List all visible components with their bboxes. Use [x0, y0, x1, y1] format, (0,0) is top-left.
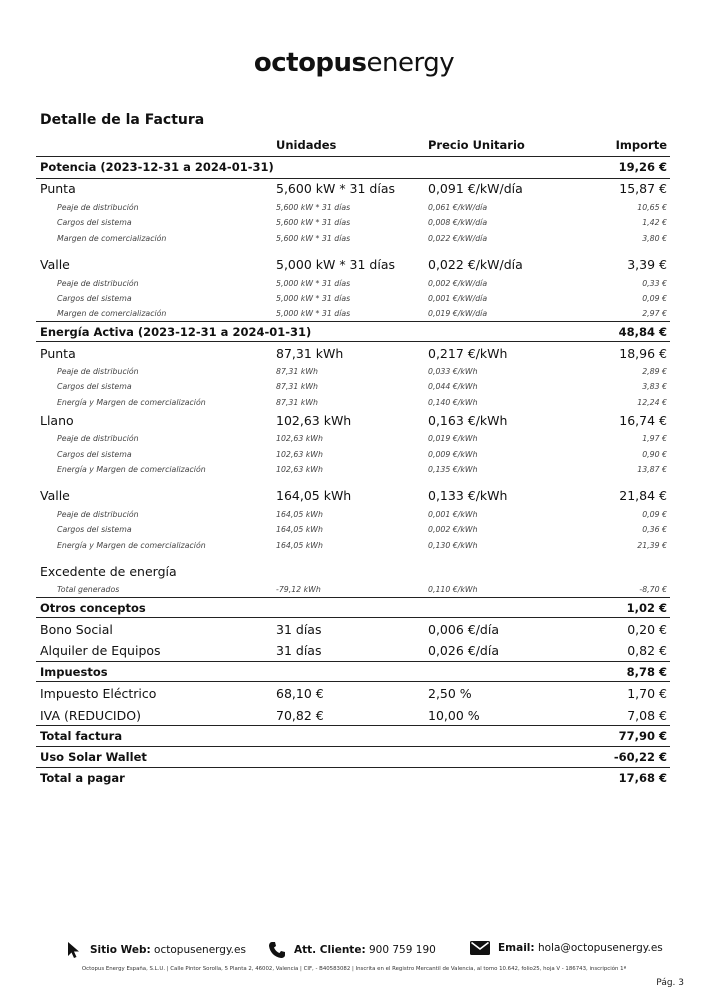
sub-units: 87,31 kWh	[276, 367, 318, 376]
sub-units: 5,000 kW * 31 días	[276, 279, 351, 288]
sub-price: 0,019 €/kW/día	[428, 309, 488, 318]
sub-amount: 10,65 €	[637, 203, 667, 212]
footer-email[interactable]	[470, 941, 663, 955]
sub-units: 5,000 kW * 31 días	[276, 294, 351, 303]
footer-email-label: Email:	[498, 942, 535, 954]
section-total: 8,78 €	[626, 665, 667, 679]
sub-label: Cargos del sistema	[57, 218, 132, 227]
sub-units: 5,600 kW * 31 días	[276, 218, 351, 227]
section-label: Impuestos	[40, 665, 108, 679]
section-total: 19,26 €	[618, 160, 667, 174]
item-units: 87,31 kWh	[276, 346, 344, 361]
item-label: Valle	[40, 488, 70, 503]
sub-label: Cargos del sistema	[57, 525, 132, 534]
sub-label: Margen de comercialización	[57, 234, 167, 243]
sub-amount: 3,83 €	[642, 382, 667, 391]
sub-units: 5,600 kW * 31 días	[276, 234, 351, 243]
sub-units: 87,31 kWh	[276, 398, 318, 407]
item-label: Alquiler de Equipos	[40, 643, 161, 658]
item-price: 2,50 %	[428, 686, 472, 701]
item-amount: 1,70 €	[627, 686, 667, 701]
sub-label: Margen de comercialización	[57, 309, 167, 318]
sub-amount: 0,09 €	[642, 294, 667, 303]
sub-units: 5,600 kW * 31 días	[276, 203, 351, 212]
brand-logo	[0, 48, 708, 78]
item-price: 0,217 €/kWh	[428, 346, 508, 361]
sub-price: 0,135 €/kWh	[428, 465, 478, 474]
sub-amount: 12,24 €	[637, 398, 667, 407]
col-header-importe: Importe	[615, 138, 667, 152]
footer-phone-label: Att. Cliente:	[294, 944, 366, 956]
sub-price: 0,009 €/kWh	[428, 450, 478, 459]
sub-price: 0,008 €/kW/día	[428, 218, 488, 227]
sub-label: Energía y Margen de comercialización	[57, 465, 206, 474]
total-label: Total a pagar	[40, 771, 125, 785]
item-units: 31 días	[276, 622, 322, 637]
sub-units: 102,63 kWh	[276, 465, 323, 474]
item-amount: 18,96 €	[619, 346, 667, 361]
sub-amount: 13,87 €	[637, 465, 667, 474]
section-label: Otros conceptos	[40, 601, 146, 615]
sub-amount: 2,89 €	[642, 367, 667, 376]
divider	[36, 321, 670, 322]
item-amount: 21,84 €	[619, 488, 667, 503]
sub-label: Peaje de distribución	[57, 510, 139, 519]
total-amount: 77,90 €	[618, 729, 667, 743]
divider	[36, 661, 670, 662]
total-label: Uso Solar Wallet	[40, 750, 147, 764]
sub-label: Cargos del sistema	[57, 294, 132, 303]
item-label: Impuesto Eléctrico	[40, 686, 157, 701]
footer-web-value: octopusenergy.es	[154, 944, 246, 956]
sub-price: 0,130 €/kWh	[428, 541, 478, 550]
total-label: Total factura	[40, 729, 123, 743]
sub-amount: 3,80 €	[642, 234, 667, 243]
item-label: Llano	[40, 413, 74, 428]
item-label: Valle	[40, 257, 70, 272]
item-price: 10,00 %	[428, 708, 480, 723]
item-units: 102,63 kWh	[276, 413, 352, 428]
item-price: 0,133 €/kWh	[428, 488, 508, 503]
item-amount: 3,39 €	[627, 257, 667, 272]
divider	[36, 746, 670, 747]
total-amount: 17,68 €	[618, 771, 667, 785]
sub-units: 164,05 kWh	[276, 510, 323, 519]
divider	[36, 341, 670, 342]
envelope-icon	[470, 941, 490, 955]
item-units: 31 días	[276, 643, 322, 658]
footer-web-label: Sitio Web:	[90, 944, 151, 956]
item-price: 0,091 €/kW/día	[428, 181, 523, 196]
sub-amount: -8,70 €	[639, 585, 667, 594]
item-label: Punta	[40, 181, 76, 196]
sub-label: Cargos del sistema	[57, 450, 132, 459]
sub-label: Peaje de distribución	[57, 279, 139, 288]
col-header-unidades: Unidades	[276, 138, 337, 152]
item-units: 70,82 €	[276, 708, 324, 723]
sub-label: Peaje de distribución	[57, 203, 139, 212]
phone-icon	[268, 941, 286, 959]
sub-label: Peaje de distribución	[57, 367, 139, 376]
sub-amount: 0,36 €	[642, 525, 667, 534]
sub-units: 164,05 kWh	[276, 525, 323, 534]
footer-phone-value: 900 759 190	[369, 944, 436, 956]
sub-label: Peaje de distribución	[57, 434, 139, 443]
divider	[36, 617, 670, 618]
sub-price: 0,044 €/kWh	[428, 382, 478, 391]
divider	[36, 178, 670, 179]
sub-price: 0,001 €/kW/día	[428, 294, 488, 303]
sub-price: 0,002 €/kW/día	[428, 279, 488, 288]
sub-units: 102,63 kWh	[276, 434, 323, 443]
section-total: 48,84 €	[618, 325, 667, 339]
divider	[36, 597, 670, 598]
item-amount: 7,08 €	[627, 708, 667, 723]
sub-units: 87,31 kWh	[276, 382, 318, 391]
col-header-precio: Precio Unitario	[428, 138, 525, 152]
sub-amount: 1,97 €	[642, 434, 667, 443]
section-total: 1,02 €	[626, 601, 667, 615]
sub-amount: 21,39 €	[637, 541, 667, 550]
item-label: Punta	[40, 346, 76, 361]
item-amount: 16,74 €	[619, 413, 667, 428]
sub-label: Total generados	[57, 585, 120, 594]
divider	[36, 681, 670, 682]
section-label: Potencia (2023-12-31 a 2024-01-31)	[40, 160, 274, 174]
item-units: 5,600 kW * 31 días	[276, 181, 396, 196]
sub-price: 0,022 €/kW/día	[428, 234, 488, 243]
sub-units: -79,12 kWh	[276, 585, 321, 594]
sub-price: 0,033 €/kWh	[428, 367, 478, 376]
divider	[36, 725, 670, 726]
logo-bold: octopus	[253, 48, 367, 78]
page-title: Detalle de la Factura	[40, 112, 205, 128]
item-label: Excedente de energía	[40, 564, 177, 579]
sub-price: 0,002 €/kWh	[428, 525, 478, 534]
sub-label: Energía y Margen de comercialización	[57, 541, 206, 550]
sub-amount: 2,97 €	[642, 309, 667, 318]
item-price: 0,163 €/kWh	[428, 413, 508, 428]
sub-amount: 1,42 €	[642, 218, 667, 227]
item-units: 164,05 kWh	[276, 488, 352, 503]
item-units: 5,000 kW * 31 días	[276, 257, 396, 272]
sub-price: 0,001 €/kWh	[428, 510, 478, 519]
legal-notice: Octopus Energy España, S.L.U. | Calle Pintor Sorolla, 5 Planta 2, 46002, Valencia | CIF, - B40583082 | Inscrita en el Registro Mercantil de Valencia, al tomo 10.642, folio25, hoja V - 186743, inscripción 1ª	[81, 966, 627, 972]
divider	[36, 156, 670, 157]
divider	[36, 767, 670, 768]
sub-amount: 0,09 €	[642, 510, 667, 519]
item-amount: 0,82 €	[627, 643, 667, 658]
sub-amount: 0,33 €	[642, 279, 667, 288]
item-price: 0,006 €/día	[428, 622, 499, 637]
sub-price: 0,140 €/kWh	[428, 398, 478, 407]
sub-units: 5,000 kW * 31 días	[276, 309, 351, 318]
sub-price: 0,061 €/kW/día	[428, 203, 488, 212]
footer-email-value: hola@octopusenergy.es	[537, 942, 663, 954]
item-price: 0,026 €/día	[428, 643, 499, 658]
total-amount: -60,22 €	[613, 750, 667, 764]
sub-units: 102,63 kWh	[276, 450, 323, 459]
logo-light: energy	[366, 48, 455, 78]
sub-label: Cargos del sistema	[57, 382, 132, 391]
sub-amount: 0,90 €	[642, 450, 667, 459]
item-label: Bono Social	[40, 622, 113, 637]
sub-units: 164,05 kWh	[276, 541, 323, 550]
page-number: Pág. 3	[656, 978, 684, 988]
item-amount: 15,87 €	[619, 181, 667, 196]
cursor-icon	[66, 941, 82, 959]
section-label: Energía Activa (2023-12-31 a 2024-01-31)	[40, 325, 312, 339]
item-price: 0,022 €/kW/día	[428, 257, 523, 272]
sub-price: 0,110 €/kWh	[428, 585, 478, 594]
item-label: IVA (REDUCIDO)	[40, 708, 141, 723]
footer-web[interactable]	[66, 941, 246, 959]
sub-price: 0,019 €/kWh	[428, 434, 478, 443]
footer-phone[interactable]	[268, 941, 436, 959]
item-units: 68,10 €	[276, 686, 324, 701]
item-amount: 0,20 €	[627, 622, 667, 637]
sub-label: Energía y Margen de comercialización	[57, 398, 206, 407]
